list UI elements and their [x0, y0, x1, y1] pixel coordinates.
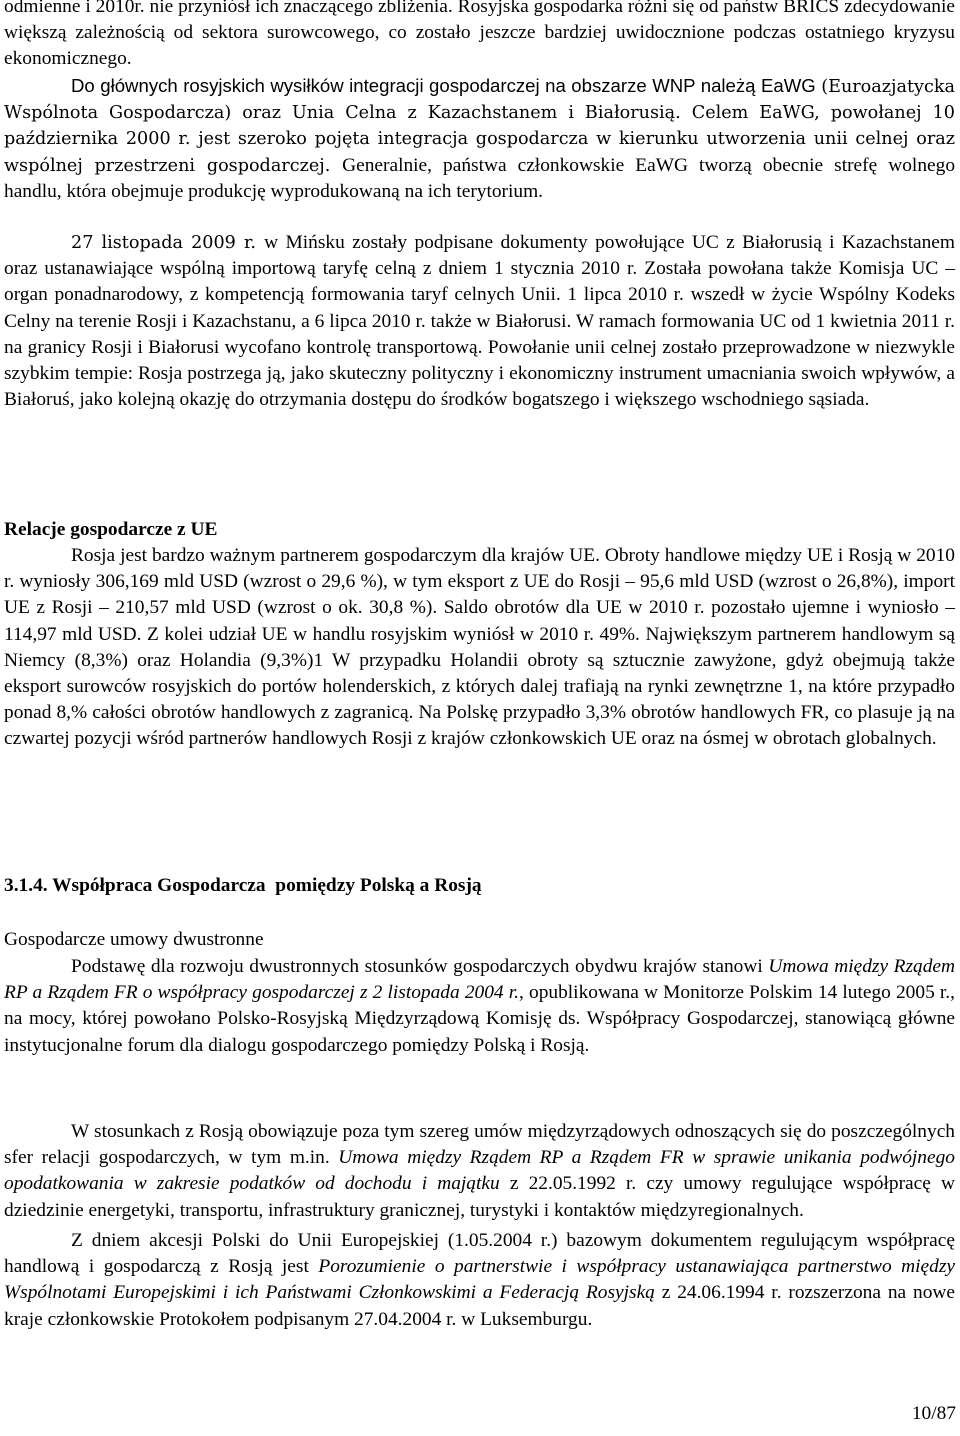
page-number: 10/87: [911, 1403, 956, 1424]
basis-text-a: Podstawę dla rozwoju dwustronnych stosunków gospodarczych obydwu krajów stanowi: [71, 956, 769, 977]
accession-text-a: Z dniem akcesji Polski do Unii Europejskiej (1.05.2004 r.) bazowym dokumentem regulującym współpracę handlową i gospodarczą z Rosją jest: [4, 1230, 955, 1278]
eawg-text-part4: Generalnie, państwa członkowskie EaWG tworzą obecnie strefę wolnego handlu, która obejmuje produkcję wyprodukowaną na ich terytorium.: [4, 154, 956, 202]
accession-agreement-title: Porozumienie o partnerstwie i współpracy ustanawiająca partnerstwo między Wspólnotami Europejskimi i ich Państwami Członkowskimi a Federacją Rosyjską: [4, 1256, 956, 1304]
basis-agreement-title: Umowa między Rządem RP a Rządem FR o współpracy gospodarczej z 2 listopada 2004 r.: [4, 956, 956, 1004]
eawg-text-part3: jest szeroko pojęta integracja gospodarcza w kierunku utworzenia unii celnej oraz wspólnej przestrzeni gospodarczej.: [4, 129, 955, 176]
heading-relations-ue: Relacje gospodarcze z UE: [4, 519, 218, 540]
paragraph-customs-union: [4, 230, 955, 413]
basis-text-c: , opublikowana w Monitorze Polskim 14 lutego 2005 r., na mocy, której powołano Polsko-Rosyjską Międzyrządową Komisję ds. Współpracy Gospodarczej, stanowiącą główne instytucjonalne forum dla dialogu gospodarczego pomiędzy Polską i Rosją.: [4, 982, 955, 1056]
paragraph-intro: odmienne i 2010r. nie przyniósł ich znaczącego zbliżenia. Rosyjska gospodarka różni się od państw BRICS zdecydowanie większą zależnością od sektora surowcowego, co zostało jeszcze bardziej uwidocznione podczas ostatniego kryzysu ekonomicznego.: [4, 0, 955, 70]
paragraph-intergovernmental-agreements: [4, 1119, 955, 1224]
customs-union-date: 27 listopada 2009 r.: [71, 233, 265, 253]
subheading-bilateral-agreements: Gospodarcze umowy dwustronne: [4, 929, 264, 950]
customs-union-text: w Mińsku zostały podpisane dokumenty powołujące UC z Białorusią i Kazachstanem oraz ustanawiające wspólną importową taryfę celną z dniem 1 stycznia 2010 r. Została powołana także Komisja UC – organ ponadnarodowy, z kompetencją formowania taryf celnych Unii. 1 lipca 2010 r. wszedł w życie Wspólny Kodeks Celny na terenie Rosji i Kazachstanu, a 6 lipca 2010 r. także w Białorusi. W ramach formowania UC od 1 kwietnia 2011 r. na granicy Rosji i Białorusi wycofano kontrolę transportową. Powołanie unii celnej zostało przeprowadzone w niezwykle szybkim tempie: Rosja postrzega ją, jako skuteczny polityczny i ekonomiczny instrument umacniania swoich wpływów, a Białoruś, jako kolejną okazję do otrzymania dostępu do środków bogatszego i większego wschodniego sąsiada.: [4, 232, 955, 411]
agreements-tax-title: Umowa między Rządem RP a Rządem FR w sprawie unikania podwójnego opodatkowania w zakresie podatków od dochodu i majątku: [4, 1147, 955, 1195]
agreements-text-a: W stosunkach z Rosją obowiązuje poza tym szereg umów międzyrządowych odnoszących się do poszczególnych sfer relacji gospodarczych, w tym m.in.: [4, 1121, 955, 1169]
accession-text-c: z 24.06.1994 r. rozszerzona na nowe kraje członkowskie Protokołem podpisanym 27.04.2004 r. w Luksemburgu.: [4, 1282, 955, 1330]
heading-section-3-1-4: 3.1.4. Współpraca Gospodarcza pomiędzy Polską a Rosją: [4, 875, 482, 896]
paragraph-basis-cooperation: [4, 954, 955, 1059]
agreements-text-c: z 22.05.1992 r. czy umowy regulujące współpracę w dziedzinie energetyki, transportu, infrastruktury granicznej, turystyki i kontaktów międzyregionalnych.: [4, 1173, 955, 1221]
paragraph-eawg: [4, 73, 955, 205]
paragraph-relations-ue: Rosja jest bardzo ważnym partnerem gospodarczym dla krajów UE. Obroty handlowe między UE i Rosją w 2010 r. wyniosły 306,169 mld USD (wzrost o 29,6 %), w tym eksport z UE do Rosji – 95,6 mld USD (wzrost o 26,8%), import UE z Rosji – 210,57 mld USD (wzrost o ok. 30,8 %). Saldo obrotów dla UE w 2010 r. pozostało ujemne i wyniosło – 114,97 mld USD. Z kolei udział UE w handlu rosyjskim wyniósł w 2010 r. 49%. Największym partnerem handlowym są Niemcy (8,3%) oraz Holandia (9,3%)1 W przypadku Holandii obroty są sztucznie zawyżone, gdyż obejmują także eksport surowców rosyjskich do portów holenderskich, z których dalej trafiają na rynki zewnętrzne 1, na które przypadło ponad 8,% całości obrotów handlowych z zagranicą. Na Polskę przypadło 3,3% obrotów handlowych FR, co plasuje ją na czwartej pozycji wśród partnerów handlowych Rosji z krajów członkowskich UE oraz na ósmej w obrotach globalnych.: [4, 545, 955, 750]
eawg-text-part2: (Euroazjatycka Wspólnota Gospodarcza) oraz Unia Celna z Kazachstanem i Białorusią. Celem EaWG, powołanej 10 października 2000 r.: [4, 77, 955, 150]
paragraph-eu-accession: [4, 1228, 955, 1333]
eawg-text-part1: Do głównych rosyjskich wysiłków integracji gospodarczej na obszarze WNP należą EaWG: [71, 75, 822, 96]
